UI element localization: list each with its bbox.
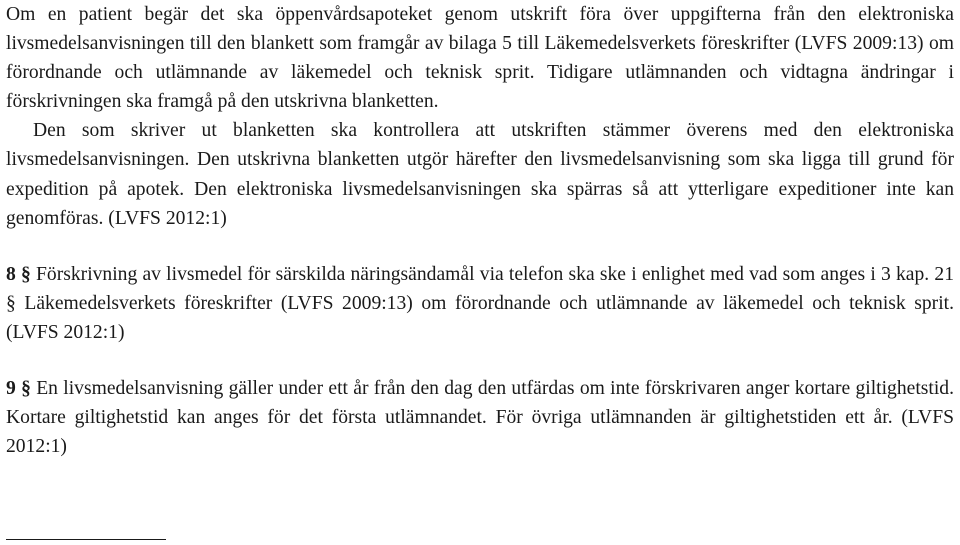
paragraph-gap [6, 233, 954, 260]
section-9 [6, 374, 954, 461]
document-page [6, 0, 954, 461]
paragraph-gap [6, 347, 954, 374]
paragraph-printout-rules: Om en patient begär det ska öppenvårdsapoteket genom utskrift föra över uppgifterna från den elektroniska livsmedelsanvisningen till den blankett som framgår av bilaga 5 till Läkemedelsverkets föreskrifter (LVFS 2009:13) om förordnande och utlämnande av läkemedel och teknisk sprit. Tidigare utlämnanden och vidtagna ändringar i förskrivningen ska framgå på den utskrivna blanketten. [6, 4, 954, 113]
section-8 [6, 260, 954, 347]
footnote-separator-rule [6, 539, 166, 540]
section-9-text: En livsmedelsanvisning gäller under ett år från den dag den utfärdas om inte förskrivaren anger kortare giltighetstid. Kortare giltighetstid kan anges för det första utlämnandet. För övriga utlämnanden är giltighetstiden ett år. (LVFS 2012:1) [6, 378, 954, 458]
section-8-number: 8 § [6, 263, 31, 285]
section-8-text: Förskrivning av livsmedel för särskilda näringsändamål via telefon ska ske i enlighet med vad som anges i 3 kap. 21 § Läkemedelsverkets föreskrifter (LVFS 2009:13) om förordnande och utlämnande av läkemedel och teknisk sprit. (LVFS 2012:1) [6, 263, 954, 343]
paragraph-printout-control: Den som skriver ut blanketten ska kontrollera att utskriften stämmer överens med den elektroniska livsmedelsanvisningen. Den utskrivna blanketten utgör härefter den livsmedelsanvisning som ska ligga till grund för expedition på apotek. Den elektroniska livsmedelsanvisningen ska spärras så att ytterligare expeditioner inte kan genomföras. (LVFS 2012:1) [6, 120, 954, 229]
section-9-number: 9 § [6, 378, 31, 400]
